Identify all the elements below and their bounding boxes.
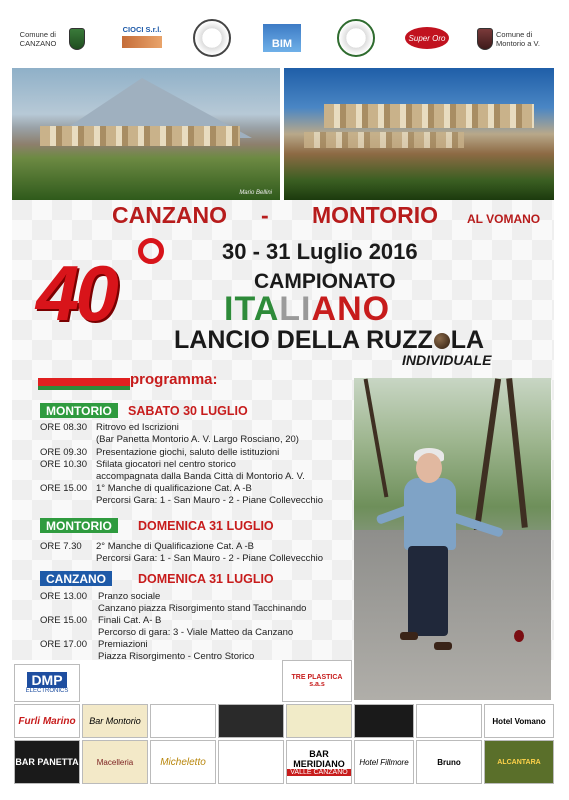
montorio-comune-text: Comune di Montorio a V. (496, 30, 540, 48)
day2-date: DOMENICA 31 LUGLIO (138, 519, 274, 533)
canzano-photo (12, 68, 280, 200)
day3-place: CANZANO (40, 571, 112, 586)
italiano-title (224, 290, 390, 329)
sponsor-11 (218, 740, 284, 784)
event-line: Finali Cat. A- B (98, 615, 162, 626)
canzano-crest-icon (66, 24, 88, 54)
lancio-text-b: LA (450, 326, 485, 354)
day3-date: DOMENICA 31 LUGLIO (138, 572, 274, 586)
event-line: Presentazione giochi, saluto delle istituzioni (96, 447, 280, 458)
photo-signature: Mario Bellini (239, 190, 272, 196)
sponsor-bar-panetta: BAR PANETTA (14, 740, 80, 784)
event-time: ORE 10.30 (40, 459, 87, 470)
title-montorio: MONTORIO (312, 202, 439, 228)
italiano-letter: I (224, 290, 235, 328)
italiano-letter: N (337, 290, 363, 328)
event-line: Percorsi Gara: 1 - San Mauro - 2 - Piane Collevecchio (96, 495, 324, 506)
event-time: ORE 17.00 (40, 639, 87, 650)
italiano-letter: T (234, 290, 254, 328)
sponsor-micheletto: Micheletto (150, 740, 216, 784)
sponsor-tre-plastica: TRE PLASTICA s.a.s (282, 660, 352, 702)
event-line: 1° Manche di qualificazione Cat. A -B (96, 483, 252, 494)
event-time: ORE 7.30 (40, 541, 82, 552)
lancio-title (174, 326, 484, 355)
club-seal-icon (192, 18, 232, 58)
sponsor-furli: Furli Marino (14, 704, 80, 738)
event-line: accompagnata dalla Banda Città di Montorio A. V. (96, 471, 305, 482)
bim-logo (262, 22, 302, 54)
italiano-letter: A (311, 290, 338, 328)
degree-icon (138, 238, 164, 264)
sponsor-5 (286, 704, 352, 738)
sponsor-bruno: Bruno (416, 740, 482, 784)
sponsor-bar-montorio: Bar Montorio (82, 704, 148, 738)
lancio-text-a: LANCIO DELLA RUZZ (174, 326, 433, 354)
sponsor-7 (416, 704, 482, 738)
sponsor-bar-meridiano (286, 740, 352, 784)
federation-seal-icon (336, 18, 376, 58)
event-line: Canzano piazza Risorgimento stand Tacchinando (98, 603, 307, 614)
event-time: ORE 13.00 (40, 591, 87, 602)
italiano-letter: A (253, 290, 280, 328)
sponsor-alcantara: ALCANTARA (484, 740, 554, 784)
day1-place: MONTORIO (40, 403, 118, 418)
title-canzano: CANZANO (112, 202, 227, 228)
day2-place: MONTORIO (40, 518, 118, 533)
sponsor-macelleria: Macelleria (82, 740, 148, 784)
event-line: Pranzo sociale (98, 591, 161, 602)
event-line: 2° Manche di Qualificazione Cat. A -B (96, 541, 254, 552)
event-time: ORE 15.00 (40, 483, 87, 494)
italiano-letter: L (279, 290, 302, 328)
sponsor-meridiano-text: BAR MERIDIANO (293, 748, 345, 769)
montorio-crest-icon (476, 24, 494, 54)
event-line: Sfilata giocatori nel centro storico (96, 459, 236, 470)
event-dates: 30 - 31 Luglio 2016 (222, 239, 418, 264)
sponsor-hotel-vomano: Hotel Vomano (484, 704, 554, 738)
ruzzola-disc-icon (514, 630, 524, 642)
sponsor-hotel-fillmore: Hotel Fillmore (354, 740, 414, 784)
event-line: Percorso di gara: 3 - Viale Matteo da Canzano (98, 627, 294, 638)
sponsor-6 (354, 704, 414, 738)
programma-label: programma: (130, 371, 218, 388)
montorio-photo (284, 68, 554, 200)
canzano-comune-text: Comune di CANZANO (19, 30, 57, 48)
logo-bar (0, 0, 569, 66)
event-time: ORE 15.00 (40, 615, 87, 626)
cioci-text: CIOCI S.r.l. (122, 24, 162, 34)
sponsor-valle-canzano: VALLE CANZANO (287, 769, 350, 776)
bim-text: BIM (263, 24, 301, 52)
individuale-label: INDIVIDUALE (402, 352, 492, 368)
ruzzola-icon (434, 333, 450, 349)
event-time: ORE 08.30 (40, 422, 87, 433)
event-line: (Bar Panetta Montorio A. V. Largo Rosciano, 20) (96, 434, 299, 445)
campionato-title: CAMPIONATO (254, 270, 396, 293)
sponsor-3 (150, 704, 216, 738)
programma-bar-red (38, 378, 130, 386)
event-time: ORE 09.30 (40, 447, 87, 458)
programma-bar-green (38, 386, 130, 390)
canzano-comune-logo (14, 28, 62, 52)
cioci-logo (118, 22, 166, 52)
sponsor-dmp-sub: ELECTRONICS (25, 688, 69, 694)
sponsor-dmp-text: DMP (27, 672, 66, 688)
superoro-text: Super Oro (405, 27, 449, 49)
montorio-comune-logo (496, 28, 556, 52)
sponsor-4 (218, 704, 284, 738)
italiano-letter: I (301, 290, 312, 328)
player-photo (354, 378, 551, 700)
event-line: Piazza Risorgimento - Centro Storico (98, 651, 255, 662)
italiano-letter: O (362, 290, 391, 328)
sponsor-dmp (14, 664, 80, 702)
day1-date: SABATO 30 LUGLIO (128, 404, 248, 418)
edition-number: 40 (36, 249, 115, 337)
superoro-logo (404, 26, 450, 50)
event-line: Ritrovo ed Iscrizioni (96, 422, 179, 433)
title-dash: - (261, 202, 269, 228)
event-line: Premiazioni (98, 639, 148, 650)
event-line: Percorsi Gara: 1 - San Mauro - 2 - Piane Collevecchio (96, 553, 324, 564)
title-al-vomano: AL VOMANO (467, 212, 541, 226)
